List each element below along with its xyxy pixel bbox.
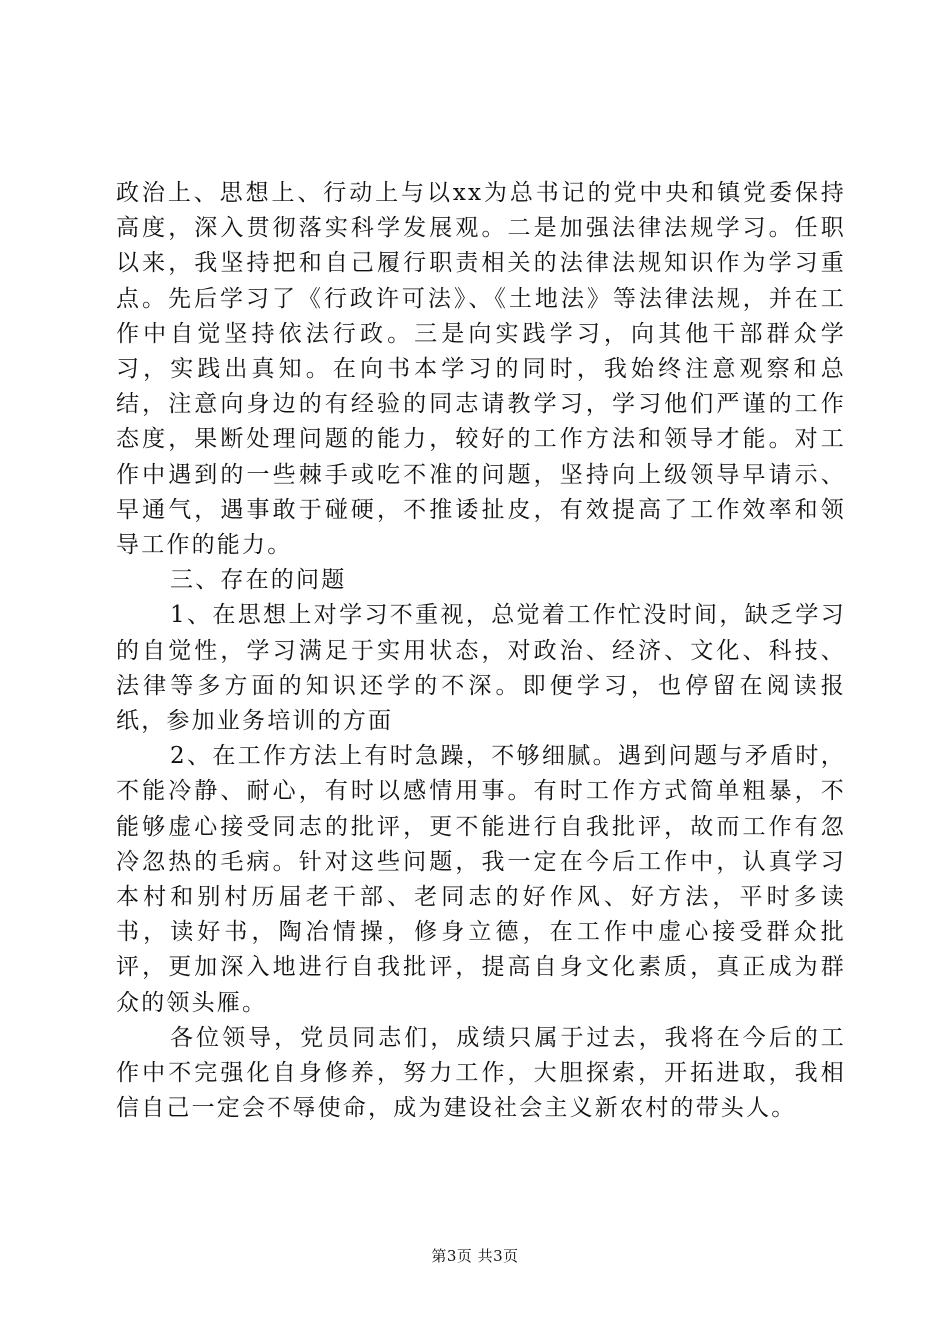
paragraph-problem-2: 2、在工作方法上有时急躁，不够细腻。遇到问题与矛盾时，不能冷静、耐心，有时以感情用事。有时工作方式简单粗暴，不能够虚心接受同志的批评，更不能进行自我批评，故而工作有忽冷忽热的毛病。针对这些问题，我一定在今后工作中，认真学习本村和别村历届老干部、老同志的好作风、好方法，平时多读书，读好书，陶冶情操，修身立德，在工作中虚心接受群众批评，更加深入地进行自我批评，提高自身文化素质，真正成为群众的领头雁。 bbox=[116, 743, 846, 1016]
page-footer: 第3页 共3页 bbox=[431, 1247, 519, 1265]
section-heading-problems: 三、存在的问题 bbox=[170, 567, 347, 594]
paragraph-learning-summary: 政治上、思想上、行动上与以xx为总书记的党中央和镇党委保持高度，深入贯彻落实科学发展观。二是加强法律法规学习。任职以来，我坚持把和自己履行职责相关的法律法规知识作为学习重点。先后学习了《行政许可法》、《土地法》等法律法规，并在工作中自觉坚持依法行政。三是向实践学习，向其他干部群众学习，实践出真知。在向书本学习的同时，我始终注意观察和总结，注意向身边的有经验的同志请教学习，学习他们严谨的工作态度，果断处理问题的能力，较好的工作方法和领导才能。对工作中遇到的一些棘手或吃不准的问题，坚持向上级领导早请示、早通气，遇事敢于碰硬，不推诿扯皮，有效提高了工作效率和领导工作的能力。 bbox=[116, 180, 846, 559]
paragraph-closing: 各位领导，党员同志们，成绩只属于过去，我将在今后的工作中不完强化自身修养，努力工作，大胆探索，开拓进取，我相信自己一定会不辱使命，成为建设社会主义新农村的带头人。 bbox=[116, 1024, 846, 1122]
document-body bbox=[116, 176, 846, 1126]
paragraph-problem-1: 1、在思想上对学习不重视，总觉着工作忙没时间，缺乏学习的自觉性，学习满足于实用状态，对政治、经济、文化、科技、法律等多方面的知识还学的不深。即便学习，也停留在阅读报纸，参加业务培训的方面 bbox=[116, 602, 846, 735]
